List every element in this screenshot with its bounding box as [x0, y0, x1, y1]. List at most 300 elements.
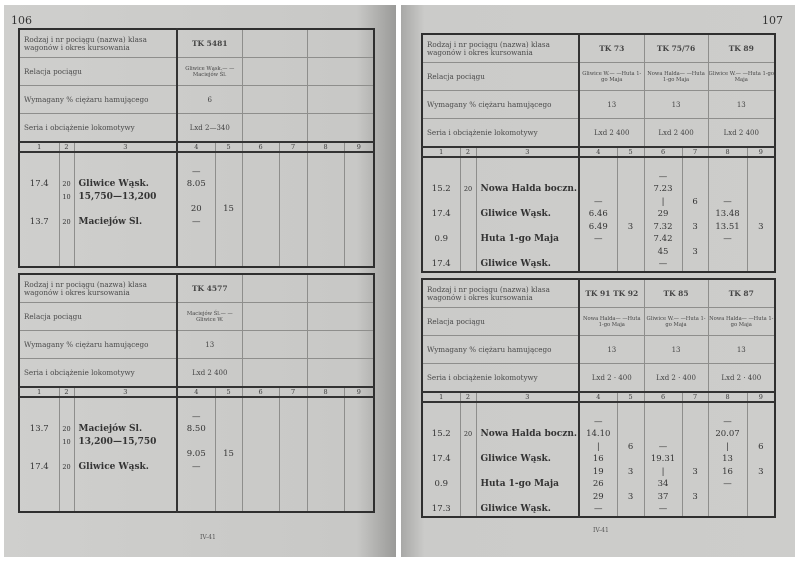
stop-min [617, 183, 644, 196]
time [242, 216, 279, 229]
distance-km [19, 241, 59, 254]
train-name: TK 85 [644, 279, 708, 308]
train-brake [307, 86, 374, 114]
train-brake: 13 [644, 91, 708, 119]
header-label-brake: Wymagany % ciężaru hamującego [422, 91, 579, 119]
time: | [644, 466, 682, 479]
train-relation [307, 303, 374, 331]
time [307, 486, 344, 499]
stop-min [682, 453, 708, 466]
distance-km: 0.9 [422, 233, 460, 246]
time [708, 491, 747, 504]
time [242, 178, 279, 191]
stop-min [617, 208, 644, 221]
time [708, 402, 747, 416]
station-name [74, 228, 177, 241]
time [579, 171, 617, 184]
table-row [422, 221, 775, 234]
distance-km: 17.3 [422, 503, 460, 517]
time: 7.32 [644, 221, 682, 234]
stop-min [344, 178, 374, 191]
stop-min [215, 178, 242, 191]
table-row [19, 498, 374, 512]
time [242, 461, 279, 474]
column-number: 4 [177, 142, 215, 152]
speed: 10 [59, 191, 74, 204]
time [307, 178, 344, 191]
time: 19.31 [644, 453, 682, 466]
time [242, 191, 279, 204]
stop-min [344, 411, 374, 424]
distance-km [19, 448, 59, 461]
time [177, 436, 215, 449]
table-row [19, 448, 374, 461]
stop-min: 3 [617, 491, 644, 504]
time: — [644, 441, 682, 454]
time [708, 157, 747, 171]
train-loco: Lxd 2 400 [177, 359, 242, 388]
stop-min [747, 258, 775, 272]
stop-min [344, 423, 374, 436]
station-name: Gliwice Wąsk. [476, 453, 579, 466]
stop-min [682, 258, 708, 272]
timetable-section [18, 28, 375, 268]
time: | [644, 196, 682, 209]
station-name [476, 491, 579, 504]
station-name [74, 203, 177, 216]
header-row-brake [19, 331, 374, 359]
stop-min [747, 183, 775, 196]
distance-km [422, 221, 460, 234]
stop-min: 6 [682, 196, 708, 209]
stop-min [344, 448, 374, 461]
page-footer: IV-41 [200, 534, 216, 541]
table-row [422, 233, 775, 246]
stop-min [344, 203, 374, 216]
distance-km: 17.4 [422, 208, 460, 221]
time: 37 [644, 491, 682, 504]
time [579, 183, 617, 196]
page-number: 106 [11, 14, 32, 27]
stop-min [279, 436, 307, 449]
station-name: Gliwice Wąsk. [476, 503, 579, 517]
stop-min [215, 498, 242, 512]
column-number: 9 [344, 142, 374, 152]
train-relation [242, 58, 307, 86]
train-brake: 13 [579, 91, 644, 119]
stop-min [279, 473, 307, 486]
time: — [644, 503, 682, 517]
speed: 20 [460, 183, 476, 196]
train-name: TK 89 [708, 34, 775, 63]
distance-km: 17.4 [19, 178, 59, 191]
stop-min: 3 [682, 491, 708, 504]
column-number: 3 [476, 392, 579, 402]
time: — [708, 478, 747, 491]
time: 8.05 [177, 178, 215, 191]
train-relation: Nowa Halda— —Huta 1-go Maja [644, 63, 708, 91]
stop-min: 3 [747, 466, 775, 479]
train-name: TK 87 [708, 279, 775, 308]
header-label-relation: Relacja pociągu [19, 58, 177, 86]
time [579, 258, 617, 272]
station-name [476, 157, 579, 171]
stop-min: 6 [747, 441, 775, 454]
header-row-loco [422, 364, 775, 393]
train-relation: Nowa Halda— —Huta 1-go Maja [708, 308, 775, 336]
train-relation: Gliwice W.— —Huta 1-go Maja [579, 63, 644, 91]
distance-km [19, 473, 59, 486]
speed [460, 402, 476, 416]
stop-min [344, 253, 374, 267]
station-name: Huta 1-go Maja [476, 478, 579, 491]
speed: 10 [59, 436, 74, 449]
train-brake [242, 86, 307, 114]
column-number-row [19, 142, 374, 152]
train-name [307, 274, 374, 303]
stop-min [682, 416, 708, 429]
distance-km [19, 397, 59, 411]
stop-min [747, 416, 775, 429]
time: — [177, 461, 215, 474]
station-name [476, 441, 579, 454]
time [242, 203, 279, 216]
header-label-train: Rodzaj i nr pociągu (nazwa) klasa wagonów i okres kursowania [422, 34, 579, 63]
time: 9.05 [177, 448, 215, 461]
table-row [422, 416, 775, 429]
time: 34 [644, 478, 682, 491]
time: — [177, 166, 215, 179]
table-row [422, 183, 775, 196]
header-label-relation: Relacja pociągu [19, 303, 177, 331]
stop-min [617, 171, 644, 184]
station-name [476, 416, 579, 429]
speed [59, 228, 74, 241]
stop-min [682, 478, 708, 491]
table-row [19, 241, 374, 254]
stop-min [344, 152, 374, 166]
timetable-section [18, 273, 375, 513]
stop-min: 3 [682, 466, 708, 479]
stop-min [344, 473, 374, 486]
header-row-brake [422, 91, 775, 119]
column-number: 4 [177, 387, 215, 397]
speed: 20 [59, 178, 74, 191]
distance-km [422, 491, 460, 504]
column-number: 8 [307, 387, 344, 397]
stop-min [279, 423, 307, 436]
train-brake: 13 [644, 336, 708, 364]
time [307, 397, 344, 411]
time [177, 486, 215, 499]
stop-min: 15 [215, 448, 242, 461]
speed [460, 453, 476, 466]
header-label-loco: Seria i obciążenie lokomotywy [19, 359, 177, 388]
time: — [644, 258, 682, 272]
speed [59, 448, 74, 461]
table-row [422, 171, 775, 184]
left-page [4, 5, 396, 557]
distance-km [422, 196, 460, 209]
stop-min [344, 498, 374, 512]
train-loco [307, 359, 374, 388]
train-loco: Lxd 2 400 [708, 119, 775, 148]
table-row [422, 208, 775, 221]
time: 14.10 [579, 428, 617, 441]
header-row-loco [19, 114, 374, 143]
speed: 20 [59, 216, 74, 229]
table-row [422, 246, 775, 259]
distance-km [19, 191, 59, 204]
column-number: 9 [747, 147, 775, 157]
train-brake: 13 [708, 336, 775, 364]
time [177, 228, 215, 241]
time [644, 157, 682, 171]
station-name: Nowa Halda boczn. [476, 428, 579, 441]
time [708, 171, 747, 184]
distance-km [422, 171, 460, 184]
stop-min [215, 461, 242, 474]
header-label-train: Rodzaj i nr pociągu (nazwa) klasa wagonów i okres kursowania [19, 29, 177, 58]
time [242, 253, 279, 267]
stop-min [682, 402, 708, 416]
stop-min [279, 216, 307, 229]
time [242, 241, 279, 254]
train-name: TK 73 [579, 34, 644, 63]
table-row [422, 441, 775, 454]
train-loco [307, 114, 374, 143]
stop-min [682, 171, 708, 184]
column-number: 8 [708, 392, 747, 402]
speed [460, 233, 476, 246]
stop-min [215, 216, 242, 229]
stop-min [747, 453, 775, 466]
distance-km: 17.4 [422, 258, 460, 272]
timetable-section [421, 278, 776, 518]
stop-min [747, 428, 775, 441]
train-relation: Gliwice W.— —Huta 1-go Maja [708, 63, 775, 91]
stop-min [617, 416, 644, 429]
time [708, 183, 747, 196]
timetable-section [421, 33, 776, 273]
stop-min [279, 411, 307, 424]
train-loco: Lxd 2 · 400 [579, 364, 644, 393]
time [242, 397, 279, 411]
speed [460, 221, 476, 234]
table-row [19, 152, 374, 166]
speed [460, 171, 476, 184]
time: 7.23 [644, 183, 682, 196]
time: 8.50 [177, 423, 215, 436]
speed [59, 241, 74, 254]
speed [59, 166, 74, 179]
time [579, 157, 617, 171]
train-name [242, 29, 307, 58]
train-relation [242, 303, 307, 331]
time [708, 258, 747, 272]
time [242, 152, 279, 166]
table-row [19, 191, 374, 204]
stop-min [279, 166, 307, 179]
time [242, 448, 279, 461]
stop-min [617, 196, 644, 209]
stop-min [747, 196, 775, 209]
column-number: 7 [682, 392, 708, 402]
speed [59, 203, 74, 216]
distance-km: 15.2 [422, 183, 460, 196]
header-row-relation [422, 308, 775, 336]
station-name [476, 221, 579, 234]
time: 7.42 [644, 233, 682, 246]
distance-km [422, 466, 460, 479]
time: | [579, 441, 617, 454]
table-row [422, 196, 775, 209]
time [177, 253, 215, 267]
station-name: Maciejów Śl. [74, 216, 177, 229]
header-label-brake: Wymagany % ciężaru hamującego [422, 336, 579, 364]
train-brake: 13 [579, 336, 644, 364]
time [307, 228, 344, 241]
speed [59, 397, 74, 411]
time [242, 436, 279, 449]
column-number: 7 [279, 142, 307, 152]
stop-min [747, 503, 775, 517]
speed [460, 491, 476, 504]
stop-min: 3 [617, 221, 644, 234]
column-number: 2 [59, 387, 74, 397]
header-row-train [19, 29, 374, 58]
train-name: TK 75/76 [644, 34, 708, 63]
time: 20.07 [708, 428, 747, 441]
speed [59, 486, 74, 499]
stop-min [617, 402, 644, 416]
header-row-relation [422, 63, 775, 91]
stop-min: 3 [617, 466, 644, 479]
column-number: 3 [476, 147, 579, 157]
stop-min [617, 246, 644, 259]
time: 20 [177, 203, 215, 216]
station-name [476, 246, 579, 259]
stop-min [344, 216, 374, 229]
train-brake: 6 [177, 86, 242, 114]
time [307, 216, 344, 229]
stop-min [344, 241, 374, 254]
column-number: 2 [460, 147, 476, 157]
column-number: 9 [747, 392, 775, 402]
table-row [422, 402, 775, 416]
time [177, 397, 215, 411]
stop-min [682, 208, 708, 221]
time: 19 [579, 466, 617, 479]
train-relation: Gliwice Wąsk.— —Maciejów Śl. [177, 58, 242, 86]
station-name [74, 411, 177, 424]
stop-min [215, 397, 242, 411]
column-number: 5 [215, 387, 242, 397]
train-loco [242, 359, 307, 388]
speed [59, 473, 74, 486]
time [307, 473, 344, 486]
time [307, 241, 344, 254]
station-name: Gliwice Wąsk. [74, 178, 177, 191]
stop-min [279, 228, 307, 241]
distance-km: 0.9 [422, 478, 460, 491]
train-brake: 13 [177, 331, 242, 359]
time [242, 411, 279, 424]
distance-km: 17.4 [422, 453, 460, 466]
station-name: 13,200—15,750 [74, 436, 177, 449]
stop-min [279, 397, 307, 411]
distance-km [422, 402, 460, 416]
time [307, 253, 344, 267]
distance-km [422, 441, 460, 454]
stop-min [279, 498, 307, 512]
time [579, 402, 617, 416]
time: 29 [579, 491, 617, 504]
distance-km [422, 246, 460, 259]
table-row [19, 423, 374, 436]
table-row [19, 203, 374, 216]
stop-min [617, 157, 644, 171]
stop-min [215, 486, 242, 499]
stop-min [279, 178, 307, 191]
stop-min [682, 233, 708, 246]
time: — [579, 196, 617, 209]
train-relation: Maciejów Śl.— —Gliwice W. [177, 303, 242, 331]
header-row-loco [19, 359, 374, 388]
stop-min [215, 191, 242, 204]
time: — [579, 503, 617, 517]
stop-min [682, 428, 708, 441]
stop-min [344, 228, 374, 241]
stop-min [279, 448, 307, 461]
column-number: 1 [19, 142, 59, 152]
time: | [708, 441, 747, 454]
time: 16 [708, 466, 747, 479]
column-number: 7 [682, 147, 708, 157]
column-number: 6 [644, 147, 682, 157]
stop-min [344, 461, 374, 474]
station-name [476, 402, 579, 416]
stop-min [344, 166, 374, 179]
train-brake: 13 [708, 91, 775, 119]
station-name: Gliwice Wąsk. [476, 258, 579, 272]
station-name: Huta 1-go Maja [476, 233, 579, 246]
time: 13.51 [708, 221, 747, 234]
stop-min [747, 246, 775, 259]
stop-min [279, 203, 307, 216]
distance-km: 13.7 [19, 423, 59, 436]
station-name [74, 473, 177, 486]
time [307, 191, 344, 204]
time: 29 [644, 208, 682, 221]
time: — [708, 233, 747, 246]
table-row [19, 461, 374, 474]
column-number: 9 [344, 387, 374, 397]
time [644, 416, 682, 429]
column-number: 6 [242, 387, 279, 397]
time [307, 448, 344, 461]
stop-min [682, 183, 708, 196]
time: 6.49 [579, 221, 617, 234]
column-number: 4 [579, 392, 617, 402]
station-name [74, 152, 177, 166]
train-loco: Lxd 2 · 400 [644, 364, 708, 393]
table-row [422, 258, 775, 272]
distance-km: 17.4 [19, 461, 59, 474]
stop-min: 3 [682, 221, 708, 234]
speed [460, 208, 476, 221]
time [242, 166, 279, 179]
